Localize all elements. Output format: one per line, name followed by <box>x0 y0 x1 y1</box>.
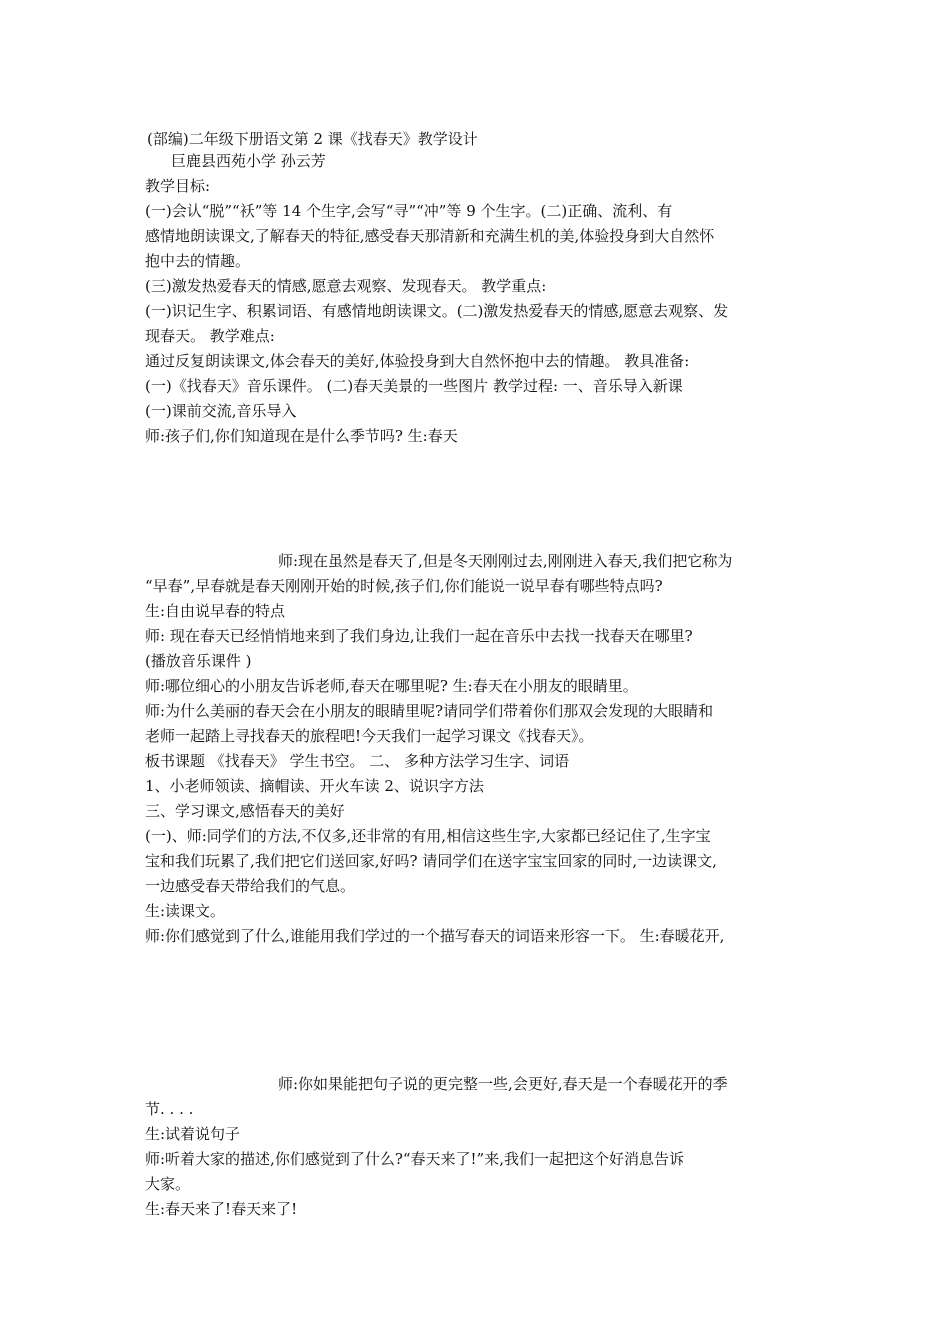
text-line: 师:为什么美丽的春天会在小朋友的眼睛里呢?请同学们带着你们那双会发现的大眼睛和 <box>145 702 714 720</box>
text-line: 三、学习课文,感悟春天的美好 <box>145 802 345 820</box>
text-line: (一)会认“脱”“袄”等 14 个生字,会写“寻”“冲”等 9 个生字。(二)正确、流利、有 <box>145 202 673 220</box>
text-line: 老师一起踏上寻找春天的旅程吧!今天我们一起学习课文《找春天》。 <box>145 727 594 745</box>
text-line: 宝和我们玩累了,我们把它们送回家,好吗? 请同学们在送字宝宝回家的同时,一边读课文, <box>145 852 717 870</box>
text-line: 感情地朗读课文,了解春天的特征,感受春天那清新和充满生机的美,体验投身到大自然怀 <box>145 227 715 245</box>
author-line: 巨鹿县西苑小学 孙云芳 <box>171 152 326 170</box>
text-line: (一)、师:同学们的方法,不仅多,还非常的有用,相信这些生字,大家都已经记住了,生字宝 <box>145 827 711 845</box>
text-line: 通过反复朗读课文,体会春天的美好,体验投身到大自然怀抱中去的情趣。 教具准备: <box>145 352 690 370</box>
text-line: (播放音乐课件 ) <box>145 652 252 670</box>
text-line: 现春天。 教学难点: <box>145 327 275 345</box>
text-line: 一边感受春天带给我们的气息。 <box>145 877 356 895</box>
document-title: (部编)二年级下册语文第 2 课《找春天》教学设计 <box>147 130 478 148</box>
text-line: 节. . . . <box>145 1100 194 1118</box>
text-line: (一)识记生字、积累词语、有感情地朗读课文。(二)激发热爱春天的情感,愿意去观察、发 <box>145 302 729 320</box>
text-line: 板书课题 《找春天》 学生书空。 二、 多种方法学习生字、词语 <box>145 752 570 770</box>
text-line: 教学目标: <box>145 177 211 195</box>
text-line: 生:试着说句子 <box>145 1125 241 1143</box>
text-line: 师:孩子们,你们知道现在是什么季节吗? 生:春天 <box>145 427 458 445</box>
text-line: 生:春天来了!春天来了! <box>145 1200 298 1218</box>
text-line: 师: 现在春天已经悄悄地来到了我们身边,让我们一起在音乐中去找一找春天在哪里? <box>145 627 693 645</box>
text-line: 1、小老师领读、摘帽读、开火车读 2、说识字方法 <box>145 777 484 795</box>
text-line: 师:现在虽然是春天了,但是冬天刚刚过去,刚刚进入春天,我们把它称为 <box>278 552 733 570</box>
text-line: 师:你如果能把句子说的更完整一些,会更好,春天是一个春暖花开的季 <box>278 1075 728 1093</box>
text-line: 师:听着大家的描述,你们感觉到了什么?“春天来了!”来,我们一起把这个好消息告诉 <box>145 1150 685 1168</box>
text-line: “早春”,早春就是春天刚刚开始的时候,孩子们,你们能说一说早春有哪些特点吗? <box>145 577 663 595</box>
text-line: (一)《找春天》音乐课件。 (二)春天美景的一些图片 教学过程: 一、音乐导入新课 <box>145 377 683 395</box>
text-line: 师:哪位细心的小朋友告诉老师,春天在哪里呢? 生:春天在小朋友的眼睛里。 <box>145 677 638 695</box>
text-line: 师:你们感觉到了什么,谁能用我们学过的一个描写春天的词语来形容一下。 生:春暖花开, <box>145 927 725 945</box>
text-line: 大家。 <box>145 1175 191 1193</box>
text-line: 生:读课文。 <box>145 902 226 920</box>
text-line: 生:自由说早春的特点 <box>145 602 286 620</box>
text-line: (三)激发热爱春天的情感,愿意去观察、发现春天。 教学重点: <box>145 277 547 295</box>
text-line: 抱中去的情趣。 <box>145 252 251 270</box>
text-line: (一)课前交流,音乐导入 <box>145 402 297 420</box>
